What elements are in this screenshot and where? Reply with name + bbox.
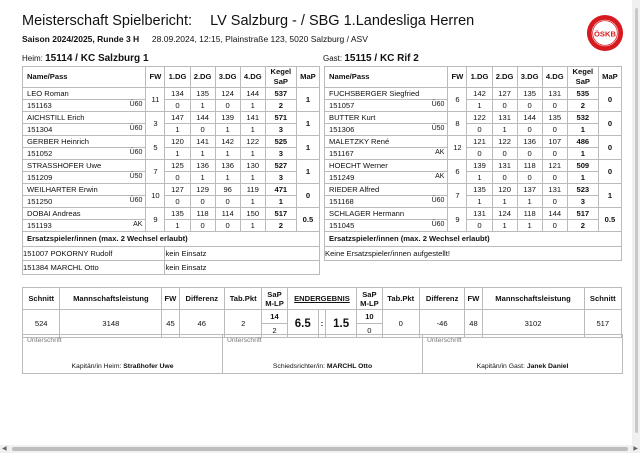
player-row <box>325 112 622 124</box>
dg-score: 122 <box>467 112 492 124</box>
svg-text:ÖSKB: ÖSKB <box>594 29 616 39</box>
player-sap: 1 <box>567 148 598 160</box>
player-age-class: Ü60 <box>129 101 143 108</box>
guest-team-line: Gast: 15115 / KC Rif 2 <box>323 53 419 64</box>
player-pass-cell <box>23 172 146 184</box>
dg-score: 118 <box>517 208 542 220</box>
dg-score: 124 <box>492 208 517 220</box>
player-row-points <box>325 124 622 136</box>
scroll-left-arrow-icon[interactable]: ◀ <box>2 446 7 452</box>
dg-point: 0 <box>517 100 542 112</box>
player-sap: 1 <box>567 124 598 136</box>
player-sap: 2 <box>567 100 598 112</box>
dg-score: 142 <box>467 88 492 100</box>
dg-point: 0 <box>165 100 190 112</box>
title-match: LV Salzburg - / SBG 1.Landesliga Herren <box>210 13 475 29</box>
dg-score: 131 <box>467 208 492 220</box>
player-kegel: 509 <box>567 160 598 172</box>
player-map: 0.5 <box>598 208 621 232</box>
dg-score: 118 <box>517 160 542 172</box>
player-kegel: 523 <box>567 184 598 196</box>
subs-header: Ersatzspieler/innen (max. 2 Wechsel erlaubt) <box>325 232 622 247</box>
player-age-class: Ü60 <box>129 125 143 132</box>
player-row-points <box>325 172 622 184</box>
player-row <box>23 184 320 196</box>
player-row <box>325 160 622 172</box>
player-row-points <box>23 124 320 136</box>
dg-score: 136 <box>517 136 542 148</box>
title-prefix: Meisterschaft Spielbericht: <box>22 13 193 29</box>
player-row-points <box>23 100 320 112</box>
vertical-scroll-thumb[interactable] <box>635 8 638 433</box>
dg-score: 144 <box>542 208 567 220</box>
column-header: 2.DG <box>492 67 517 88</box>
sub-player: 151384 MARCHL Otto <box>23 261 165 275</box>
signature-referee: Unterschrift Schiedsrichter/in: MARCHL Otto <box>222 334 423 374</box>
dg-score: 144 <box>517 112 542 124</box>
dg-point: 1 <box>517 196 542 208</box>
player-row-points <box>325 148 622 160</box>
page-title <box>22 13 474 29</box>
player-map: 1 <box>296 136 319 160</box>
endergebnis-header: ENDERGEBNIS <box>287 288 357 310</box>
player-age-class: AK <box>435 149 445 156</box>
dg-point: 1 <box>492 124 517 136</box>
dg-point: 0 <box>542 172 567 184</box>
dg-point: 0 <box>467 220 492 232</box>
dg-point: 1 <box>492 220 517 232</box>
dg-score: 134 <box>165 88 190 100</box>
home-leistung: 3148 <box>60 310 162 338</box>
dg-point: 0 <box>542 124 567 136</box>
player-kegel: 471 <box>265 184 296 196</box>
dg-score: 131 <box>542 88 567 100</box>
player-row-points <box>325 220 622 232</box>
dg-score: 142 <box>215 136 240 148</box>
player-age-class: Ü50 <box>431 125 445 132</box>
dg-point: 1 <box>190 148 215 160</box>
dg-point: 0 <box>467 124 492 136</box>
player-age-class: Ü60 <box>431 101 445 108</box>
player-sap: 3 <box>567 196 598 208</box>
player-row <box>23 136 320 148</box>
dg-point: 1 <box>165 220 190 232</box>
player-map: 1 <box>296 160 319 184</box>
guest-schnitt: 517 <box>584 310 621 338</box>
player-row-points <box>23 196 320 208</box>
player-pass-cell <box>325 172 448 184</box>
player-sap: 3 <box>265 172 296 184</box>
player-pass: 151167 <box>329 148 354 158</box>
horizontal-scrollbar[interactable] <box>0 445 640 453</box>
player-pass: 151249 <box>329 172 355 182</box>
player-kegel: 525 <box>265 136 296 148</box>
dg-score: 118 <box>190 208 215 220</box>
player-kegel: 517 <box>567 208 598 220</box>
player-map: 1 <box>598 184 621 208</box>
column-header: 1.DG <box>467 67 492 88</box>
player-row <box>23 160 320 172</box>
player-fw: 11 <box>146 88 165 112</box>
dg-score: 135 <box>190 88 215 100</box>
dg-point: 1 <box>165 124 190 136</box>
dg-score: 127 <box>492 88 517 100</box>
dg-point: 1 <box>492 196 517 208</box>
dg-score: 121 <box>467 136 492 148</box>
dg-point: 1 <box>240 172 265 184</box>
column-header: Name/Pass <box>325 67 448 88</box>
column-header: Kegel SaP <box>265 67 296 88</box>
player-row <box>23 208 320 220</box>
dg-point: 0 <box>542 100 567 112</box>
dg-score: 119 <box>240 184 265 196</box>
dg-score: 137 <box>517 184 542 196</box>
dg-point: 0 <box>517 148 542 160</box>
player-pass-cell <box>23 100 146 112</box>
dg-point: 0 <box>542 220 567 232</box>
dg-point: 1 <box>240 220 265 232</box>
player-map: 1 <box>296 112 319 136</box>
player-row <box>325 208 622 220</box>
player-pass: 151045 <box>329 220 355 230</box>
player-fw: 5 <box>146 136 165 160</box>
dg-score: 96 <box>215 184 240 196</box>
dg-point: 0 <box>467 148 492 160</box>
season-round: Saison 2024/2025, Runde 3 H <box>22 34 140 44</box>
player-map: 0 <box>598 112 621 136</box>
player-name: STRASSHOFER Uwe <box>23 160 146 172</box>
player-fw: 6 <box>448 160 467 184</box>
dg-score: 141 <box>240 112 265 124</box>
player-name: WEILHARTER Erwin <box>23 184 146 196</box>
player-sap: 2 <box>265 220 296 232</box>
dg-point: 0 <box>190 196 215 208</box>
player-row <box>325 184 622 196</box>
horizontal-scroll-thumb[interactable] <box>12 447 628 451</box>
column-header: 4.DG <box>240 67 265 88</box>
player-fw: 8 <box>448 112 467 136</box>
dg-point: 0 <box>190 220 215 232</box>
player-fw: 10 <box>146 184 165 208</box>
dg-score: 122 <box>240 136 265 148</box>
player-kegel: 537 <box>265 88 296 100</box>
dg-score: 130 <box>240 160 265 172</box>
player-pass-cell <box>325 220 448 232</box>
dg-score: 144 <box>240 88 265 100</box>
dg-score: 124 <box>215 88 240 100</box>
dg-point: 0 <box>542 148 567 160</box>
player-sap: 3 <box>265 124 296 136</box>
dg-point: 0 <box>492 172 517 184</box>
home-team-name: 15114 / KC Salzburg 1 <box>45 53 149 64</box>
player-kegel: 517 <box>265 208 296 220</box>
player-row-points <box>23 220 320 232</box>
player-row <box>23 88 320 100</box>
dg-point: 0 <box>215 100 240 112</box>
dg-point: 1 <box>165 148 190 160</box>
dg-score: 139 <box>215 112 240 124</box>
match-details: 28.09.2024, 12:15, Plainstraße 123, 5020 Salzburg / ASV <box>151 34 368 44</box>
home-team-line: Heim: 15114 / KC Salzburg 1 <box>22 53 149 64</box>
dg-score: 127 <box>165 184 190 196</box>
vertical-scrollbar[interactable] <box>632 0 640 445</box>
player-kegel: 571 <box>265 112 296 124</box>
player-name: RIEDER Alfred <box>325 184 448 196</box>
dg-point: 1 <box>215 124 240 136</box>
dg-score: 120 <box>492 184 517 196</box>
dg-point: 0 <box>215 220 240 232</box>
player-name: AICHSTILL Erich <box>23 112 146 124</box>
dg-score: 147 <box>165 112 190 124</box>
dg-score: 125 <box>165 160 190 172</box>
dg-point: 0 <box>517 124 542 136</box>
home-schnitt: 524 <box>23 310 60 338</box>
player-kegel: 527 <box>265 160 296 172</box>
column-header: 3.DG <box>215 67 240 88</box>
player-pass: 151163 <box>27 100 52 110</box>
sub-note: kein Einsatz <box>165 247 320 261</box>
player-pass: 151209 <box>27 172 53 182</box>
player-name: FUCHSBERGER Siegfried <box>325 88 448 100</box>
player-fw: 7 <box>448 184 467 208</box>
player-row-points <box>23 148 320 160</box>
dg-point: 1 <box>190 100 215 112</box>
guest-team-name: 15115 / KC Rif 2 <box>344 53 419 64</box>
column-header: 1.DG <box>165 67 190 88</box>
player-name: GERBER Heinrich <box>23 136 146 148</box>
player-name: LEO Roman <box>23 88 146 100</box>
player-map: 1 <box>296 88 319 112</box>
player-fw: 3 <box>146 112 165 136</box>
dg-score: 139 <box>467 160 492 172</box>
player-age-class: Ü50 <box>129 173 143 180</box>
player-pass: 151193 <box>27 220 52 230</box>
dg-point: 0 <box>542 196 567 208</box>
dg-score: 120 <box>165 136 190 148</box>
column-header: FW <box>448 67 467 88</box>
player-fw: 9 <box>146 208 165 232</box>
dg-score: 135 <box>517 88 542 100</box>
player-pass: 151057 <box>329 100 355 110</box>
dg-score: 131 <box>492 160 517 172</box>
player-row <box>23 112 320 124</box>
dg-score: 144 <box>190 112 215 124</box>
guest-leistung: 3102 <box>482 310 584 338</box>
column-header: Kegel SaP <box>567 67 598 88</box>
player-age-class: AK <box>435 173 445 180</box>
player-sap: 1 <box>265 196 296 208</box>
column-header: MaP <box>598 67 621 88</box>
player-age-class: Ü60 <box>129 197 143 204</box>
dg-point: 0 <box>517 172 542 184</box>
dg-score: 135 <box>467 184 492 196</box>
sub-note: kein Einsatz <box>165 261 320 275</box>
player-fw: 7 <box>146 160 165 184</box>
dg-point: 1 <box>467 196 492 208</box>
signature-guest-captain: Unterschrift Kapitän/in Gast: Janek Daniel <box>422 334 623 374</box>
player-sap: 1 <box>567 172 598 184</box>
subs-header: Ersatzspieler/innen (max. 2 Wechsel erlaubt) <box>23 232 320 247</box>
player-sap: 3 <box>265 148 296 160</box>
dg-point: 0 <box>492 100 517 112</box>
column-header: FW <box>146 67 165 88</box>
oskb-logo <box>586 14 624 52</box>
player-map: 0 <box>598 88 621 112</box>
player-map: 0 <box>296 184 319 208</box>
home-result: 6.5 <box>287 310 318 338</box>
scroll-right-arrow-icon[interactable]: ▶ <box>633 446 638 452</box>
player-pass: 151052 <box>27 148 53 158</box>
player-fw: 6 <box>448 88 467 112</box>
dg-score: 135 <box>542 112 567 124</box>
dg-point: 1 <box>215 172 240 184</box>
player-pass: 151168 <box>329 196 354 206</box>
guest-result: 1.5 <box>325 310 356 338</box>
dg-score: 136 <box>190 160 215 172</box>
player-pass-cell <box>23 148 146 160</box>
dg-score: 141 <box>190 136 215 148</box>
dg-point: 1 <box>190 172 215 184</box>
dg-point: 1 <box>240 100 265 112</box>
dg-point: 1 <box>517 220 542 232</box>
player-row-points <box>325 196 622 208</box>
player-pass-cell <box>23 220 146 232</box>
player-name: DOBAI Andreas <box>23 208 146 220</box>
dg-score: 131 <box>542 184 567 196</box>
player-age-class: Ü60 <box>431 197 445 204</box>
player-row <box>325 136 622 148</box>
signature-home-captain: Unterschrift Kapitän/in Heim: Straßhofer Uwe <box>22 334 223 374</box>
player-pass-cell <box>23 124 146 136</box>
dg-point: 1 <box>467 100 492 112</box>
player-name: MALETZKY René <box>325 136 448 148</box>
dg-point: 1 <box>240 196 265 208</box>
player-pass: 151250 <box>27 196 53 206</box>
dg-score: 150 <box>240 208 265 220</box>
dg-point: 1 <box>240 148 265 160</box>
match-info <box>22 34 368 44</box>
player-fw: 12 <box>448 136 467 160</box>
player-age-class: Ü60 <box>431 221 445 228</box>
dg-point: 0 <box>190 124 215 136</box>
player-kegel: 535 <box>567 88 598 100</box>
player-sap: 2 <box>265 100 296 112</box>
dg-score: 121 <box>542 160 567 172</box>
player-name: BUTTER Kurt <box>325 112 448 124</box>
dg-point: 1 <box>467 172 492 184</box>
player-pass-cell <box>23 196 146 208</box>
dg-score: 107 <box>542 136 567 148</box>
player-map: 0.5 <box>296 208 319 232</box>
dg-point: 0 <box>165 196 190 208</box>
player-kegel: 486 <box>567 136 598 148</box>
column-header: 4.DG <box>542 67 567 88</box>
player-pass-cell <box>325 100 448 112</box>
dg-point: 0 <box>215 196 240 208</box>
player-map: 0 <box>598 160 621 184</box>
dg-score: 136 <box>215 160 240 172</box>
dg-score: 135 <box>165 208 190 220</box>
player-map: 0 <box>598 136 621 160</box>
column-header: 2.DG <box>190 67 215 88</box>
column-header: Name/Pass <box>23 67 146 88</box>
dg-score: 114 <box>215 208 240 220</box>
player-kegel: 532 <box>567 112 598 124</box>
home-players-table <box>22 66 320 275</box>
dg-point: 0 <box>165 172 190 184</box>
subs-none-note: Keine Ersatzspieler/innen aufgestellt! <box>325 247 622 261</box>
player-row-points <box>325 100 622 112</box>
dg-score: 122 <box>492 136 517 148</box>
dg-score: 131 <box>492 112 517 124</box>
player-pass-cell <box>325 124 448 136</box>
dg-score: 129 <box>190 184 215 196</box>
dg-point: 0 <box>492 148 517 160</box>
player-name: SCHLAGER Hermann <box>325 208 448 220</box>
player-age-class: AK <box>133 221 143 228</box>
player-row-points <box>23 172 320 184</box>
player-sap: 2 <box>567 220 598 232</box>
dg-point: 1 <box>215 148 240 160</box>
column-header: MaP <box>296 67 319 88</box>
dg-point: 1 <box>240 124 265 136</box>
guest-players-table <box>324 66 622 261</box>
player-pass-cell <box>325 196 448 208</box>
player-age-class: Ü60 <box>129 149 143 156</box>
player-name: HOECHT Werner <box>325 160 448 172</box>
player-row <box>325 88 622 100</box>
player-pass: 151306 <box>329 124 355 134</box>
player-pass: 151304 <box>27 124 53 134</box>
column-header: 3.DG <box>517 67 542 88</box>
player-pass-cell <box>325 148 448 160</box>
sub-player: 151007 POKORNY Rudolf <box>23 247 165 261</box>
summary-table: Schnitt Mannschaftsleistung FW Differenz Tab.Pkt SaP M-LP ENDERGEBNIS SaP M-LP Tab.Pkt Differenz FW Mannschaftsleistung Schnitt 524 3148 45 46 2 14 6.5 : 1.5 10 0 -46 48 3102 517 2 0 <box>22 287 622 338</box>
player-fw: 9 <box>448 208 467 232</box>
